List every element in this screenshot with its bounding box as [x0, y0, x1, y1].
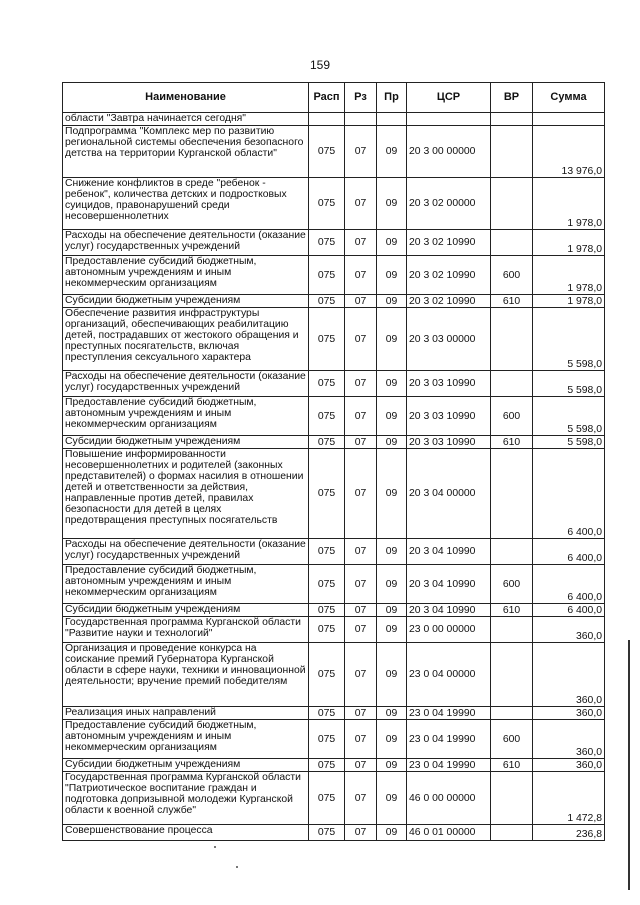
cell-name: Предоставление субсидий бюджетным, автономным учреждениям и иным некоммерческим организациям [63, 397, 309, 436]
budget-table [62, 82, 605, 841]
cell-vr [491, 126, 533, 178]
cell-vr [491, 178, 533, 230]
cell-csr: 23 0 04 19990 [407, 707, 491, 720]
table-row [63, 617, 605, 643]
table-row [63, 126, 605, 178]
cell-name: Совершенствование процесса [63, 825, 309, 841]
cell-rasp: 075 [309, 604, 345, 617]
cell-sum: 6 400,0 [533, 565, 605, 604]
cell-rz: 07 [345, 720, 377, 759]
cell-rz: 07 [345, 759, 377, 772]
cell-rz: 07 [345, 565, 377, 604]
cell-rasp: 075 [309, 643, 345, 707]
cell-pr: 09 [377, 643, 407, 707]
cell-name: Обеспечение развития инфраструктуры организаций, обеспечивающих реабилитацию детей, пострадавших от жестокого обращения и преступных посягательств, включая преступления сексуального характера [63, 308, 309, 371]
cell-rz: 07 [345, 617, 377, 643]
cell-rasp: 075 [309, 720, 345, 759]
cell-name: Организация и проведение конкурса на соискание премий Губернатора Курганской области в сфере науки, техники и инновационной деятельности; вручение премий победителям [63, 643, 309, 707]
cell-sum: 1 978,0 [533, 256, 605, 295]
cell-sum: 13 976,0 [533, 126, 605, 178]
cell-pr: 09 [377, 126, 407, 178]
cell-csr: 23 0 04 19990 [407, 720, 491, 759]
cell-pr: 09 [377, 825, 407, 841]
cell-name: Государственная программа Курганской области "Развитие науки и технологий" [63, 617, 309, 643]
table-row [63, 295, 605, 308]
cell-name: Субсидии бюджетным учреждениям [63, 604, 309, 617]
table-header-row [63, 83, 605, 113]
cell-pr: 09 [377, 256, 407, 295]
cell-csr: 20 3 03 10990 [407, 371, 491, 397]
cell-vr: 610 [491, 604, 533, 617]
cell-name: Расходы на обеспечение деятельности (оказание услуг) государственных учреждений [63, 539, 309, 565]
cell-name: Повышение информированности несовершеннолетних и родителей (законных представителей) о формах насилия в отношении детей и ответственности за действия, направленные против детей, правилах безопасности для детей в целях предотвращения преступных посягательств [63, 449, 309, 539]
cell-rasp: 075 [309, 759, 345, 772]
scan-edge-line [628, 640, 630, 890]
cell-sum: 360,0 [533, 617, 605, 643]
cell-csr: 23 0 04 00000 [407, 643, 491, 707]
cell-sum: 360,0 [533, 759, 605, 772]
cell-rz: 07 [345, 178, 377, 230]
cell-sum: 5 598,0 [533, 371, 605, 397]
table-row [63, 449, 605, 539]
cell-vr [491, 539, 533, 565]
cell-csr: 20 3 04 10990 [407, 565, 491, 604]
cell-vr [491, 825, 533, 841]
cell-vr: 610 [491, 436, 533, 449]
cell-pr: 09 [377, 178, 407, 230]
cell-rasp [309, 113, 345, 126]
cell-name: Подпрограмма "Комплекс мер по развитию региональной системы обеспечения безопасного детства на территории Курганской области" [63, 126, 309, 178]
cell-sum: 360,0 [533, 707, 605, 720]
header-rz: Рз [345, 83, 377, 113]
cell-vr [491, 308, 533, 371]
cell-pr: 09 [377, 565, 407, 604]
table-row [63, 707, 605, 720]
cell-csr [407, 113, 491, 126]
cell-pr: 09 [377, 707, 407, 720]
cell-csr: 20 3 03 10990 [407, 397, 491, 436]
cell-pr: 09 [377, 436, 407, 449]
cell-vr: 600 [491, 397, 533, 436]
cell-csr: 23 0 04 19990 [407, 759, 491, 772]
cell-csr: 20 3 00 00000 [407, 126, 491, 178]
cell-pr: 09 [377, 759, 407, 772]
cell-vr [491, 643, 533, 707]
scan-speck [214, 846, 216, 848]
header-pr: Пр [377, 83, 407, 113]
table-row [63, 825, 605, 841]
cell-name: Предоставление субсидий бюджетным, автономным учреждениям и иным некоммерческим организациям [63, 256, 309, 295]
cell-csr: 20 3 02 10990 [407, 256, 491, 295]
cell-rz [345, 113, 377, 126]
cell-name: Предоставление субсидий бюджетным, автономным учреждениям и иным некоммерческим организациям [63, 565, 309, 604]
cell-rasp: 075 [309, 825, 345, 841]
cell-csr: 46 0 00 00000 [407, 772, 491, 825]
table-row [63, 397, 605, 436]
cell-vr: 610 [491, 295, 533, 308]
table-row [63, 565, 605, 604]
table-row [63, 772, 605, 825]
cell-vr [491, 113, 533, 126]
header-csr: ЦСР [407, 83, 491, 113]
cell-vr [491, 772, 533, 825]
table-row [63, 539, 605, 565]
cell-rz: 07 [345, 126, 377, 178]
cell-pr: 09 [377, 449, 407, 539]
cell-rz: 07 [345, 256, 377, 295]
cell-rz: 07 [345, 436, 377, 449]
table-row [63, 178, 605, 230]
cell-rasp: 075 [309, 178, 345, 230]
cell-sum: 1 978,0 [533, 295, 605, 308]
cell-sum: 360,0 [533, 643, 605, 707]
cell-rz: 07 [345, 230, 377, 256]
cell-csr: 20 3 03 00000 [407, 308, 491, 371]
scan-speck [236, 866, 238, 868]
cell-rasp: 075 [309, 436, 345, 449]
cell-rz: 07 [345, 308, 377, 371]
cell-csr: 20 3 04 10990 [407, 604, 491, 617]
cell-sum: 1 472,8 [533, 772, 605, 825]
cell-csr: 20 3 04 00000 [407, 449, 491, 539]
cell-vr [491, 230, 533, 256]
cell-rz: 07 [345, 539, 377, 565]
cell-rasp: 075 [309, 126, 345, 178]
cell-pr: 09 [377, 772, 407, 825]
table-row [63, 230, 605, 256]
header-sum: Сумма [533, 83, 605, 113]
cell-sum: 360,0 [533, 720, 605, 759]
cell-pr: 09 [377, 371, 407, 397]
cell-vr: 600 [491, 256, 533, 295]
cell-rasp: 075 [309, 371, 345, 397]
cell-csr: 20 3 02 10990 [407, 295, 491, 308]
cell-csr: 20 3 02 10990 [407, 230, 491, 256]
cell-rz: 07 [345, 449, 377, 539]
table-row [63, 720, 605, 759]
cell-rz: 07 [345, 371, 377, 397]
cell-rz: 07 [345, 825, 377, 841]
table-row [63, 604, 605, 617]
cell-rasp: 075 [309, 230, 345, 256]
cell-rasp: 075 [309, 707, 345, 720]
cell-rasp: 075 [309, 772, 345, 825]
cell-sum: 5 598,0 [533, 308, 605, 371]
cell-rasp: 075 [309, 539, 345, 565]
cell-name: Субсидии бюджетным учреждениям [63, 295, 309, 308]
cell-pr [377, 113, 407, 126]
cell-rasp: 075 [309, 617, 345, 643]
cell-rz: 07 [345, 397, 377, 436]
cell-name: Расходы на обеспечение деятельности (оказание услуг) государственных учреждений [63, 230, 309, 256]
cell-vr: 600 [491, 565, 533, 604]
cell-vr [491, 707, 533, 720]
cell-csr: 20 3 03 10990 [407, 436, 491, 449]
cell-sum: 1 978,0 [533, 230, 605, 256]
cell-name: Предоставление субсидий бюджетным, автономным учреждениям и иным некоммерческим организациям [63, 720, 309, 759]
cell-rz: 07 [345, 604, 377, 617]
cell-name: Субсидии бюджетным учреждениям [63, 759, 309, 772]
cell-rasp: 075 [309, 565, 345, 604]
cell-rasp: 075 [309, 449, 345, 539]
table-row [63, 643, 605, 707]
cell-rz: 07 [345, 772, 377, 825]
table-row [63, 371, 605, 397]
cell-vr [491, 371, 533, 397]
cell-name: Расходы на обеспечение деятельности (оказание услуг) государственных учреждений [63, 371, 309, 397]
cell-vr [491, 617, 533, 643]
cell-pr: 09 [377, 539, 407, 565]
cell-name: области "Завтра начинается сегодня" [63, 113, 309, 126]
cell-rz: 07 [345, 643, 377, 707]
cell-csr: 23 0 00 00000 [407, 617, 491, 643]
table-row [63, 256, 605, 295]
cell-sum: 236,8 [533, 825, 605, 841]
cell-name: Государственная программа Курганской области "Патриотическое воспитание граждан и подготовка допризывной молодежи Курганской области к военной службе" [63, 772, 309, 825]
cell-sum: 1 978,0 [533, 178, 605, 230]
page-number: 159 [309, 58, 331, 72]
cell-pr: 09 [377, 617, 407, 643]
cell-rasp: 075 [309, 397, 345, 436]
cell-rasp: 075 [309, 256, 345, 295]
cell-pr: 09 [377, 720, 407, 759]
cell-rz: 07 [345, 295, 377, 308]
table-row [63, 759, 605, 772]
cell-sum: 6 400,0 [533, 604, 605, 617]
cell-pr: 09 [377, 295, 407, 308]
table-row [63, 436, 605, 449]
cell-vr: 610 [491, 759, 533, 772]
cell-name: Снижение конфликтов в среде "ребенок - ребенок", количества детских и подростковых суицидов, правонарушений среди несовершеннолетних [63, 178, 309, 230]
cell-csr: 20 3 04 10990 [407, 539, 491, 565]
cell-vr: 600 [491, 720, 533, 759]
cell-sum [533, 113, 605, 126]
cell-rasp: 075 [309, 295, 345, 308]
header-vr: ВР [491, 83, 533, 113]
header-rasp: Расп [309, 83, 345, 113]
cell-name: Субсидии бюджетным учреждениям [63, 436, 309, 449]
cell-pr: 09 [377, 230, 407, 256]
cell-csr: 46 0 01 00000 [407, 825, 491, 841]
table-row [63, 308, 605, 371]
cell-vr [491, 449, 533, 539]
cell-pr: 09 [377, 397, 407, 436]
cell-name: Реализация иных направлений [63, 707, 309, 720]
cell-csr: 20 3 02 00000 [407, 178, 491, 230]
cell-pr: 09 [377, 308, 407, 371]
header-name: Наименование [63, 83, 309, 113]
cell-sum: 6 400,0 [533, 449, 605, 539]
cell-sum: 5 598,0 [533, 436, 605, 449]
cell-sum: 5 598,0 [533, 397, 605, 436]
cell-rasp: 075 [309, 308, 345, 371]
cell-sum: 6 400,0 [533, 539, 605, 565]
cell-pr: 09 [377, 604, 407, 617]
table-row [63, 113, 605, 126]
cell-rz: 07 [345, 707, 377, 720]
